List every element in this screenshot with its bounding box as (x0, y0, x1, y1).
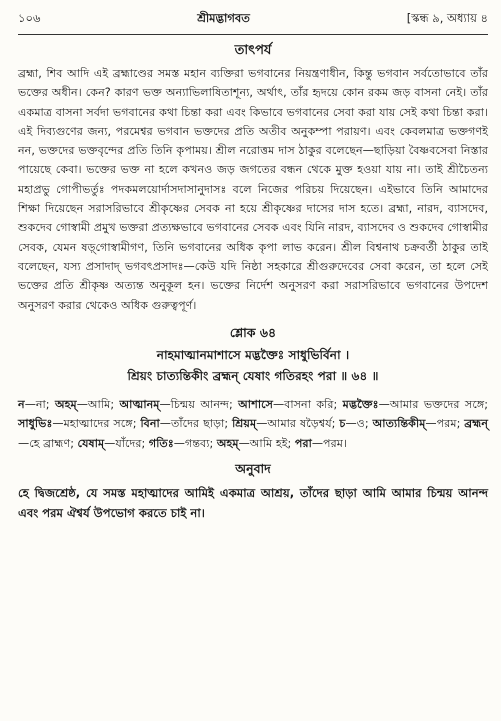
synonym-meaning: —পরম; (425, 417, 465, 431)
synonym-meaning: —চিন্ময় আনন্দ; (159, 397, 239, 411)
synonym-word: গতিঃ (148, 436, 174, 450)
translation-title: অনুবাদ (235, 461, 271, 477)
synonym-word: আত্যন্তিকীম্ (372, 417, 426, 431)
synonym-meaning: —বাসনা করি; (272, 397, 343, 411)
sloka-title: শ্লোক ৬৪ (229, 324, 277, 340)
synonym-word: ন (18, 397, 25, 411)
purport-title: তাৎপর্য (234, 43, 272, 58)
chapter-reference: [স্কন্ধ ৯, অধ্যায় ৪ (406, 11, 488, 25)
synonym-word: মদ্ভক্তৈঃ (342, 397, 379, 411)
purport-paragraph: ব্রহ্মা, শিব আদি এই ব্রহ্মাণ্ডের সমস্ত মহান ব্যক্তিরা ভগবানের নিয়ন্ত্রণাধীন, কিন্তু ভগবান সর্বতোভাবে তাঁর ভক্তের অধীন। কেন? কারণ ভক্ত অন্যাভিলাষিতাশূন্য, অর্থাৎ, তাঁর হৃদয়ে কোন রকম জড় বাসনা নেই। তাঁর একমাত্র বাসনা সর্বদা ভগবানের কথা চিন্তা করা এবং কিভাবে ভগবানের সেবা করা যায় সেই কথা চিন্তা করা। এই দিব্যগুণের জন্য, পরমেশ্বর ভগবান ভক্তদের প্রতি অতীব অনুকম্পা পরায়ণ। এবং কেবলমাত্র ভক্তগণই নন, ভক্তদের ভক্তবৃন্দের প্রতি তিনি কৃপাময়। শ্রীল নরোত্তম দাস ঠাকুর বলেছেন—ছাড়িয়া বৈষ্ণবসেবা নিস্তার পায়েছে কেবা। ভক্তের ভক্ত না হলে কখনও জড় জগতের বন্ধন থেকে মুক্ত হওয়া যায় না। তাই শ্রীচৈতন্য মহাপ্রভু গোপীভর্তুঃ পদকমলয়োর্দাসদাসানুদাসঃ বলে নিজের পরিচয় দিয়েছেন। এইভাবে তিনি আমাদের শিক্ষা দিয়েছেন সরাসরিভাবে শ্রীকৃষ্ণের সেবক না হয়ে শ্রীকৃষ্ণের দাসের দাস হতে। ব্রহ্মা, নারদ, ব্যাসদেব, শুকদেব গোস্বামী প্রমুখ ভক্তরা প্রত্যক্ষভাবে ভগবানের সেবক এবং যিনি নারদ, ব্যাসদেব ও শুকদেব গোস্বামীর সেবক, যেমন ষড়্‌গোস্বামীগণ, তিনি ভগবানের অধিক কৃপা লাভ করেন। শ্রীল বিশ্বনাথ চক্রবর্তী ঠাকুর তাই বলেছেন, যস্য প্রসাদাদ্ ভগবৎপ্রসাদঃ—কেউ যদি নিষ্ঠা সহকারে শ্রীগুরুদেবের সেবা করেন, তা হলে সেই ভক্তের প্রতি শ্রীকৃষ্ণ অত্যন্ত অনুকূল হন। ভক্তের নির্দেশ অনুসরণ করা সরাসরিভাবে ভগবানের উপদেশ অনুসরণ করার থেকেও অধিক গুরুত্বপূর্ণ। (18, 67, 488, 312)
synonym-word: যেষাম্ (77, 436, 105, 450)
synonym-word: বিনা (140, 417, 160, 431)
synonym-word: পরা (294, 436, 312, 450)
synonym-meaning: —না; (24, 397, 55, 411)
book-title: শ্রীমদ্ভাগবত (197, 11, 250, 25)
synonym-meaning: —মহাত্মাদের সঙ্গে; (52, 417, 141, 431)
synonym-word: ব্রহ্মন্ (464, 417, 489, 431)
synonym-word: আশাসে (238, 397, 273, 411)
synonym-meaning: —আমি; (76, 397, 120, 411)
synonym-meaning: —তাঁদের ছাড়া; (159, 417, 233, 431)
synonyms-section (18, 395, 488, 454)
synonym-meaning: —আমার ভক্তদের সঙ্গে; (378, 397, 489, 411)
synonym-meaning: —যাঁদের; (104, 436, 149, 450)
synonym-word: সাধুভিঃ (18, 417, 53, 431)
synonym-word: অহম্ (54, 397, 77, 411)
synonym-meaning: —ও; (345, 417, 373, 431)
book-page (18, 10, 488, 523)
synonym-meaning: —আমি হই; (238, 436, 295, 450)
synonym-meaning: —গন্তব্য; (173, 436, 217, 450)
synonym-meaning: —আমার ষড়ৈশ্বর্য; (256, 417, 340, 431)
synonym-meaning: —হে ব্রাহ্মণ; (18, 436, 78, 450)
translation-text: হে দ্বিজশ্রেষ্ঠ, যে সমস্ত মহাত্মাদের আমিই একমাত্র আশ্রয়, তাঁদের ছাড়া আমি আমার চিন্ময় আনন্দ এবং পরম ঐশ্বর্য উপভোগ করতে চাই না। (18, 486, 488, 521)
synonym-word: চ (339, 417, 346, 431)
page-header (18, 10, 488, 35)
page-number: ১০৬ (18, 11, 41, 25)
synonym-meaning: —পরম। (311, 436, 347, 450)
synonym-word: আত্মানম্ (119, 397, 160, 411)
synonym-word: অহম্ (216, 436, 239, 450)
verse-line-1: নাহমাত্মানমাশাসে মদ্ভক্তৈঃ সাধুভির্বিনা । (156, 347, 350, 362)
verse-line-2: শ্রিয়ং চাত্যন্তিকীং ব্রহ্মন্ যেষাং গতিরহং পরা ॥ ৬৪ ॥ (127, 368, 379, 383)
synonym-word: শ্রিয়ম্ (232, 417, 257, 431)
purport-section (18, 64, 488, 315)
